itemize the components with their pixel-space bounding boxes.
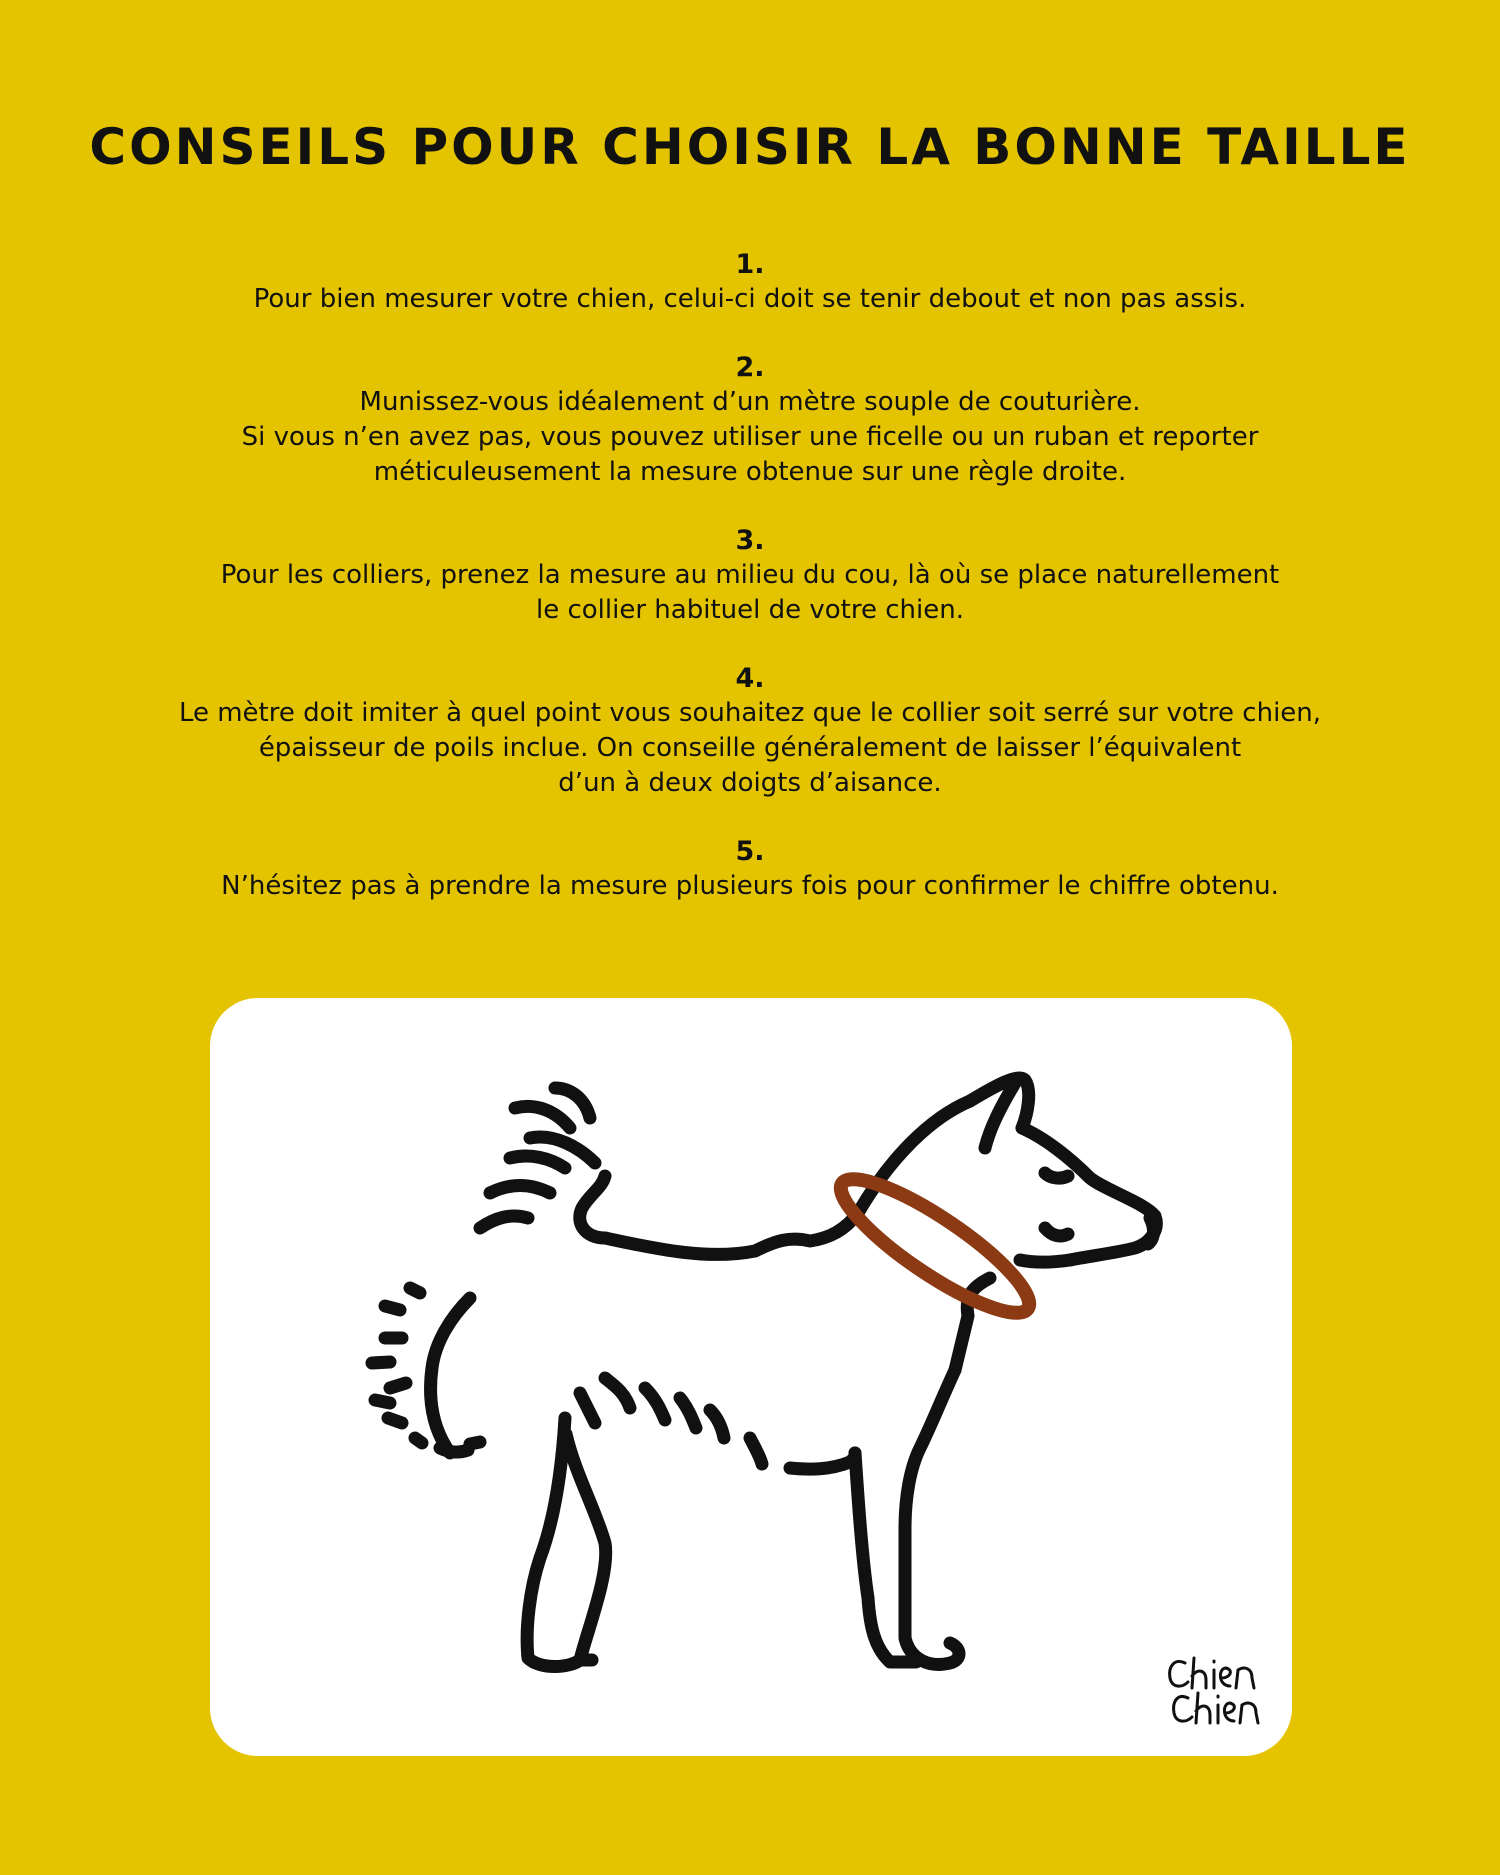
tip-item — [0, 524, 1500, 628]
dog-illustration — [210, 998, 1292, 1756]
tip-item — [0, 248, 1500, 317]
tip-text-line: d’un à deux doigts d’aisance. — [558, 768, 942, 798]
chien-chien-signature-logo — [1170, 1658, 1258, 1723]
tip-text-line: Le mètre doit imiter à quel point vous souhaitez que le collier soit serré sur votre chien, — [178, 698, 1322, 728]
tip-text-line: Pour bien mesurer votre chien, celui-ci doit se tenir debout et non pas assis. — [253, 284, 1247, 314]
tip-number: 2. — [735, 352, 765, 383]
tip-text-line: Si vous n’en avez pas, vous pouvez utiliser une ficelle ou un ruban et reporter — [241, 422, 1259, 452]
tip-text-line: Munissez-vous idéalement d’un mètre souple de couturière. — [359, 387, 1141, 417]
tip-number: 3. — [735, 525, 765, 556]
illustration-card — [210, 998, 1292, 1756]
tip-number: 1. — [735, 249, 765, 280]
tip-text-line: méticuleusement la mesure obtenue sur une règle droite. — [373, 457, 1127, 487]
tip-item — [0, 351, 1500, 490]
tip-text-line: N’hésitez pas à prendre la mesure plusieurs fois pour confirmer le chiffre obtenu. — [221, 871, 1279, 901]
tip-item — [0, 835, 1500, 904]
tip-number: 4. — [735, 663, 765, 694]
tip-item — [0, 662, 1500, 801]
page-title: CONSEILS POUR CHOISIR LA BONNE TAILLE — [89, 118, 1411, 176]
dog-outline-icon — [372, 1078, 1156, 1666]
tip-text-line: épaisseur de poils inclue. On conseille généralement de laisser l’équivalent — [258, 733, 1242, 763]
tip-number: 5. — [735, 836, 765, 867]
tip-text-line: le collier habituel de votre chien. — [536, 595, 964, 625]
tips-list — [0, 248, 1500, 938]
collar-ring — [826, 1160, 1043, 1332]
tip-text-line: Pour les colliers, prenez la mesure au milieu du cou, là où se place naturellement — [220, 560, 1280, 590]
